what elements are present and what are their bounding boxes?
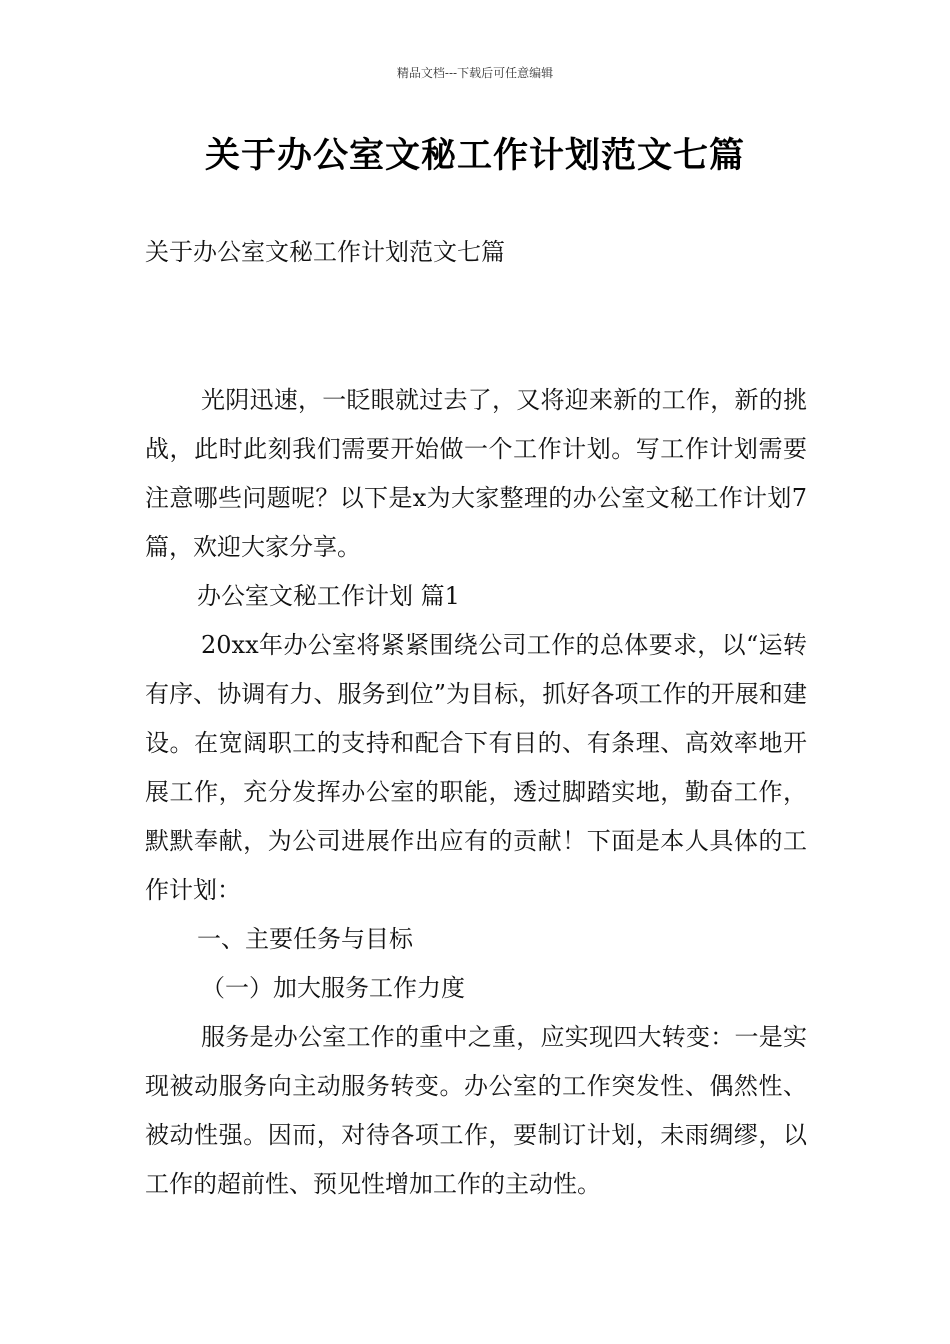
document-title: 关于办公室文秘工作计划范文七篇	[204, 136, 745, 176]
intro-paragraph: 光阴迅速，一眨眼就过去了，又将迎来新的工作，新的挑战，此时此刻我们需要开始做一个工作计划。写工作计划需要注意哪些问题呢？以下是x为大家整理的办公室文秘工作计划7篇，欢迎大家分享。	[145, 386, 807, 561]
subsection-heading: （一）加大服务工作力度	[201, 974, 465, 1002]
page-header: 精品文档---下载后可任意编辑	[396, 66, 554, 80]
section-heading: 一、主要任务与目标	[197, 925, 413, 953]
document-body	[145, 376, 807, 1209]
body-paragraph: 20xx年办公室将紧紧围绕公司工作的总体要求，以“运转有序、协调有力、服务到位”为目标，抓好各项工作的开展和建设。在宽阔职工的支持和配合下有目的、有条理、高效率地开展工作，充分发挥办公室的职能，透过脚踏实地，勤奋工作，默默奉献，为公司进展作出应有的贡献！下面是本人具体的工作计划：	[145, 631, 807, 904]
section-heading: 办公室文秘工作计划 篇1	[197, 582, 460, 610]
document-subtitle: 关于办公室文秘工作计划范文七篇	[145, 238, 505, 266]
body-paragraph: 服务是办公室工作的重中之重，应实现四大转变：一是实现被动服务向主动服务转变。办公室的工作突发性、偶然性、被动性强。因而，对待各项工作，要制订计划，未雨绸缪，以工作的超前性、预见性增加工作的主动性。	[145, 1023, 807, 1198]
